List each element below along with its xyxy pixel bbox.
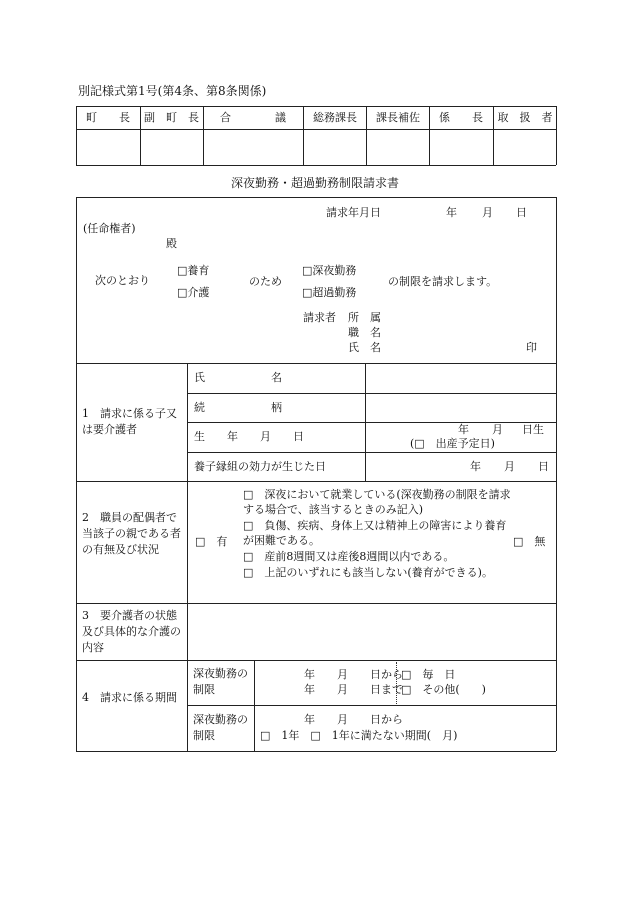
requester-dept: 所 属 xyxy=(348,311,381,324)
approval-assistant: 課長補佐 xyxy=(376,111,420,124)
row-birthdate: 生 年 月 日 xyxy=(194,430,304,443)
adopt-month: 月 xyxy=(504,460,515,473)
approval-general-affairs: 総務課長 xyxy=(313,111,357,124)
dono: 殿 xyxy=(166,237,177,250)
addressee: (任命権者) xyxy=(83,222,136,235)
form-title: 深夜勤務・超過勤務制限請求書 xyxy=(230,176,399,190)
seal-mark: 印 xyxy=(526,341,537,354)
opt-nursing: □介護 xyxy=(177,286,210,299)
adopt-day: 日 xyxy=(538,460,549,473)
spouse-item-1: □ 深夜において就業している(深夜勤務の制限を請求する場合で、該当するときのみ記入) xyxy=(243,488,511,516)
section-1-label: 1 請求に係る子又は要介護者 xyxy=(82,407,177,436)
date-day: 日 xyxy=(516,206,527,219)
requester-label: 請求者 xyxy=(303,311,336,324)
birth-year: 年 xyxy=(458,423,469,436)
night-opt-other: □ その他( ) xyxy=(401,683,486,696)
opt-night-work: □深夜勤務 xyxy=(302,264,357,277)
section-3-label: 3 要介護者の状態及び具体的な介護の内容 xyxy=(82,609,181,654)
date-month: 月 xyxy=(482,206,493,219)
opt-childcare: □養育 xyxy=(177,264,210,277)
adopt-year: 年 xyxy=(470,460,481,473)
intro-text: 次のとおり xyxy=(95,274,150,287)
approval-mayor: 町 長 xyxy=(86,111,130,124)
suffix-text: の制限を請求します。 xyxy=(388,275,498,288)
over-limit-label: 深夜勤務の制限 xyxy=(193,713,248,742)
section-4-label: 4 請求に係る期間 xyxy=(82,691,177,704)
section-2-label: 2 職員の配偶者で当該子の親である者の有無及び状況 xyxy=(82,511,181,556)
night-opt-everyday: □ 毎 日 xyxy=(401,668,456,681)
spouse-no: □ 無 xyxy=(513,535,546,548)
row-name: 氏 名 xyxy=(194,371,282,384)
over-from: 年 月 日から xyxy=(304,713,403,726)
row-adoption-date: 養子縁組の効力が生じた日 xyxy=(194,460,326,473)
date-year: 年 xyxy=(446,206,457,219)
approval-chief: 係 長 xyxy=(439,111,483,124)
approval-handler: 取 扱 者 xyxy=(497,111,553,124)
requester-name: 氏 名 xyxy=(348,341,381,354)
night-limit-label: 深夜勤務の制限 xyxy=(193,667,248,696)
spouse-item-3: □ 産前8週間又は産後8週間以内である。 xyxy=(243,550,455,563)
over-period: □ 1年 □ 1年に満たない期間( 月) xyxy=(260,729,458,742)
for-text: のため xyxy=(249,275,282,288)
birth-month: 月 xyxy=(492,423,503,436)
requester-title: 職 名 xyxy=(348,326,381,339)
spouse-item-2: □ 負傷、疾病、身体上又は精神上の障害により養育が困難である。 xyxy=(243,519,507,547)
opt-overtime: □超過勤務 xyxy=(302,286,357,299)
date-label: 請求年月日 xyxy=(326,206,381,219)
spouse-item-4: □ 上記のいずれにも該当しない(養育ができる)。 xyxy=(243,566,493,579)
night-from: 年 月 日から xyxy=(304,668,403,681)
birth-day: 日生 xyxy=(522,423,544,436)
night-to: 年 月 日まで xyxy=(304,683,403,696)
approval-deputy-mayor: 副 町 長 xyxy=(144,111,199,124)
spouse-yes: □ 有 xyxy=(195,535,228,548)
row-relation: 続 柄 xyxy=(194,401,282,414)
form-id: 別記様式第1号(第4条、第8条関係) xyxy=(78,84,267,98)
approval-council: 合 議 xyxy=(220,111,286,124)
due-date-note: (□ 出産予定日) xyxy=(410,437,495,450)
